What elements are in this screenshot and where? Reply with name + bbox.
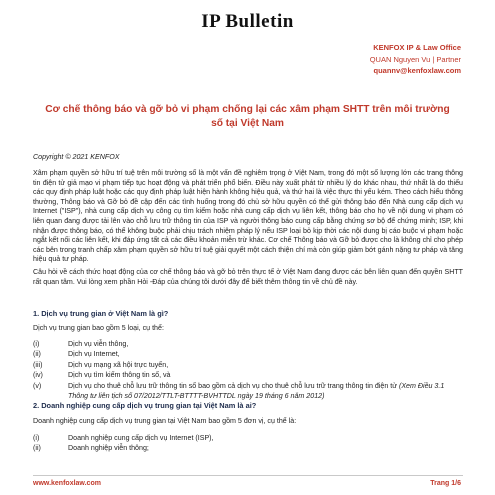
list-item-text: Dịch vụ cho thuê chỗ lưu trữ thông tin số bao gồm cả dịch vụ cho thuê chỗ lưu trữ trang thông tin điện tử: [68, 381, 397, 390]
list-item-text: Dịch vụ tìm kiếm thông tin số, và: [68, 371, 171, 380]
section-2-title: 2. Doanh nghiệp cung cấp dịch vụ trung gian tại Việt Nam là ai?: [33, 401, 257, 410]
page-number: Trang 1/6: [430, 480, 461, 487]
list-item: [33, 370, 463, 380]
copyright-notice: Copyright © 2021 KENFOX: [33, 153, 120, 161]
section-2-list: [33, 433, 463, 454]
list-item: [33, 339, 463, 349]
intro-paragraph: Xâm phạm quyền sở hữu trí tuệ trên môi trường số là một vấn đề nghiêm trọng ở Việt Nam, trong đó một số lượng lớn các trang thông tin điện tử giả mạo vi phạm tiếp tục hoạt động và phát triển phổ biến. Điều này xuất phát từ nhiều lý do khác nhau, thứ nhất là do thiếu các quy định pháp luật hoặc các quy định pháp luật hiện hành không hiệu quả, và thứ hai là việc thực thi yếu kém. Theo cách hiểu thông thường, Thông báo và Gỡ bỏ đề cập đến các tình huống trong đó chủ sở hữu quyền có thể gửi thông báo đến Nhà cung cấp dịch vụ Internet ("ISP"), nhà cung cấp dịch vụ công cụ tìm kiếm hoặc nhà cung cấp dịch vụ liên kết, thông báo cho họ về nội dung vi phạm có liên quan đang được tải lên vào chỗ lưu trữ thông tin của ISP và người thông báo cung cấp bằng chứng sơ bộ để chứng minh; ISP, khi nhận được thông báo, có thể không buộc phải chịu trách nhiệm pháp lý nếu ISP loại bỏ kịp thời các nội dung bị cáo buộc vi phạm hoặc ngắt kết nối các liên kết, khi đáp ứng tất cả các điều khoản miễn trừ khác. Cơ chế Thông báo và Gỡ bỏ được cho là không chỉ cho phép các bên trong tranh chấp xâm phạm quyền sở hữu trí tuệ giải quyết một cách thiện chí mà còn giúp giảm bớt gánh nặng tư pháp và tăng hiệu quả tư pháp.: [33, 169, 463, 264]
list-item: [33, 349, 463, 359]
list-marker: (v): [33, 381, 42, 390]
list-item: [33, 433, 463, 443]
author-email-link[interactable]: quannv@kenfoxlaw.com: [373, 66, 461, 75]
question-paragraph: Câu hỏi về cách thức hoạt động của cơ chế thông báo và gỡ bỏ trên thực tế ở Việt Nam đang được các bên liên quan đến quyền SHTT rất quan tâm. Vui lòng xem phần Hỏi -Đáp của chúng tôi dưới đây để biết thêm thông tin về chủ đề này.: [33, 268, 463, 286]
list-item: [33, 443, 463, 453]
footer-divider: [33, 475, 463, 476]
section-2-intro: Doanh nghiệp cung cấp dịch vụ trung gian tại Việt Nam bao gồm 5 đơn vị, cụ thể là:: [33, 417, 297, 425]
firm-contact-block: [370, 42, 461, 77]
list-item-text: Doanh nghiệp cung cấp dịch vụ Internet (ISP),: [68, 434, 214, 442]
list-marker: (i): [33, 434, 40, 442]
list-marker: (ii): [33, 444, 41, 453]
firm-name: KENFOX IP & Law Office: [373, 43, 461, 52]
list-item-text: Dịch vụ Internet,: [68, 350, 120, 359]
section-1-list: [33, 339, 463, 401]
list-item-text-with-reference: [68, 381, 463, 402]
list-item-text: Dịch vụ viễn thông,: [68, 340, 129, 348]
section-1-title: 1. Dịch vụ trung gian ở Việt Nam là gì?: [33, 309, 169, 318]
list-item-text: Doanh nghiệp viễn thông;: [68, 444, 149, 453]
list-marker: (i): [33, 340, 40, 348]
list-item-text: Dịch vụ mạng xã hội trực tuyến,: [68, 360, 169, 369]
list-item: [33, 360, 463, 370]
author-name: QUAN Nguyen Vu | Partner: [369, 54, 461, 64]
list-item: [33, 381, 463, 402]
section-1-intro: Dịch vụ trung gian bao gồm 5 loại, cụ thể:: [33, 324, 164, 332]
footer-website-link[interactable]: www.kenfoxlaw.com: [33, 480, 101, 487]
list-marker: (iii): [33, 360, 43, 369]
bulletin-title: IP Bulletin: [201, 11, 294, 32]
list-marker: (ii): [33, 350, 41, 359]
legal-reference: (Xem Điều 3.1 Thông tư liên tịch số 07/2012/TTLT-BTTTT-BVHTTDL ngày 19 tháng 6 năm 2012): [68, 381, 445, 401]
article-heading: Cơ chế thông báo và gỡ bỏ vi phạm chống lại các xâm phạm SHTT trên môi trường số tại Việt Nam: [45, 104, 450, 129]
list-marker: (iv): [33, 371, 43, 380]
